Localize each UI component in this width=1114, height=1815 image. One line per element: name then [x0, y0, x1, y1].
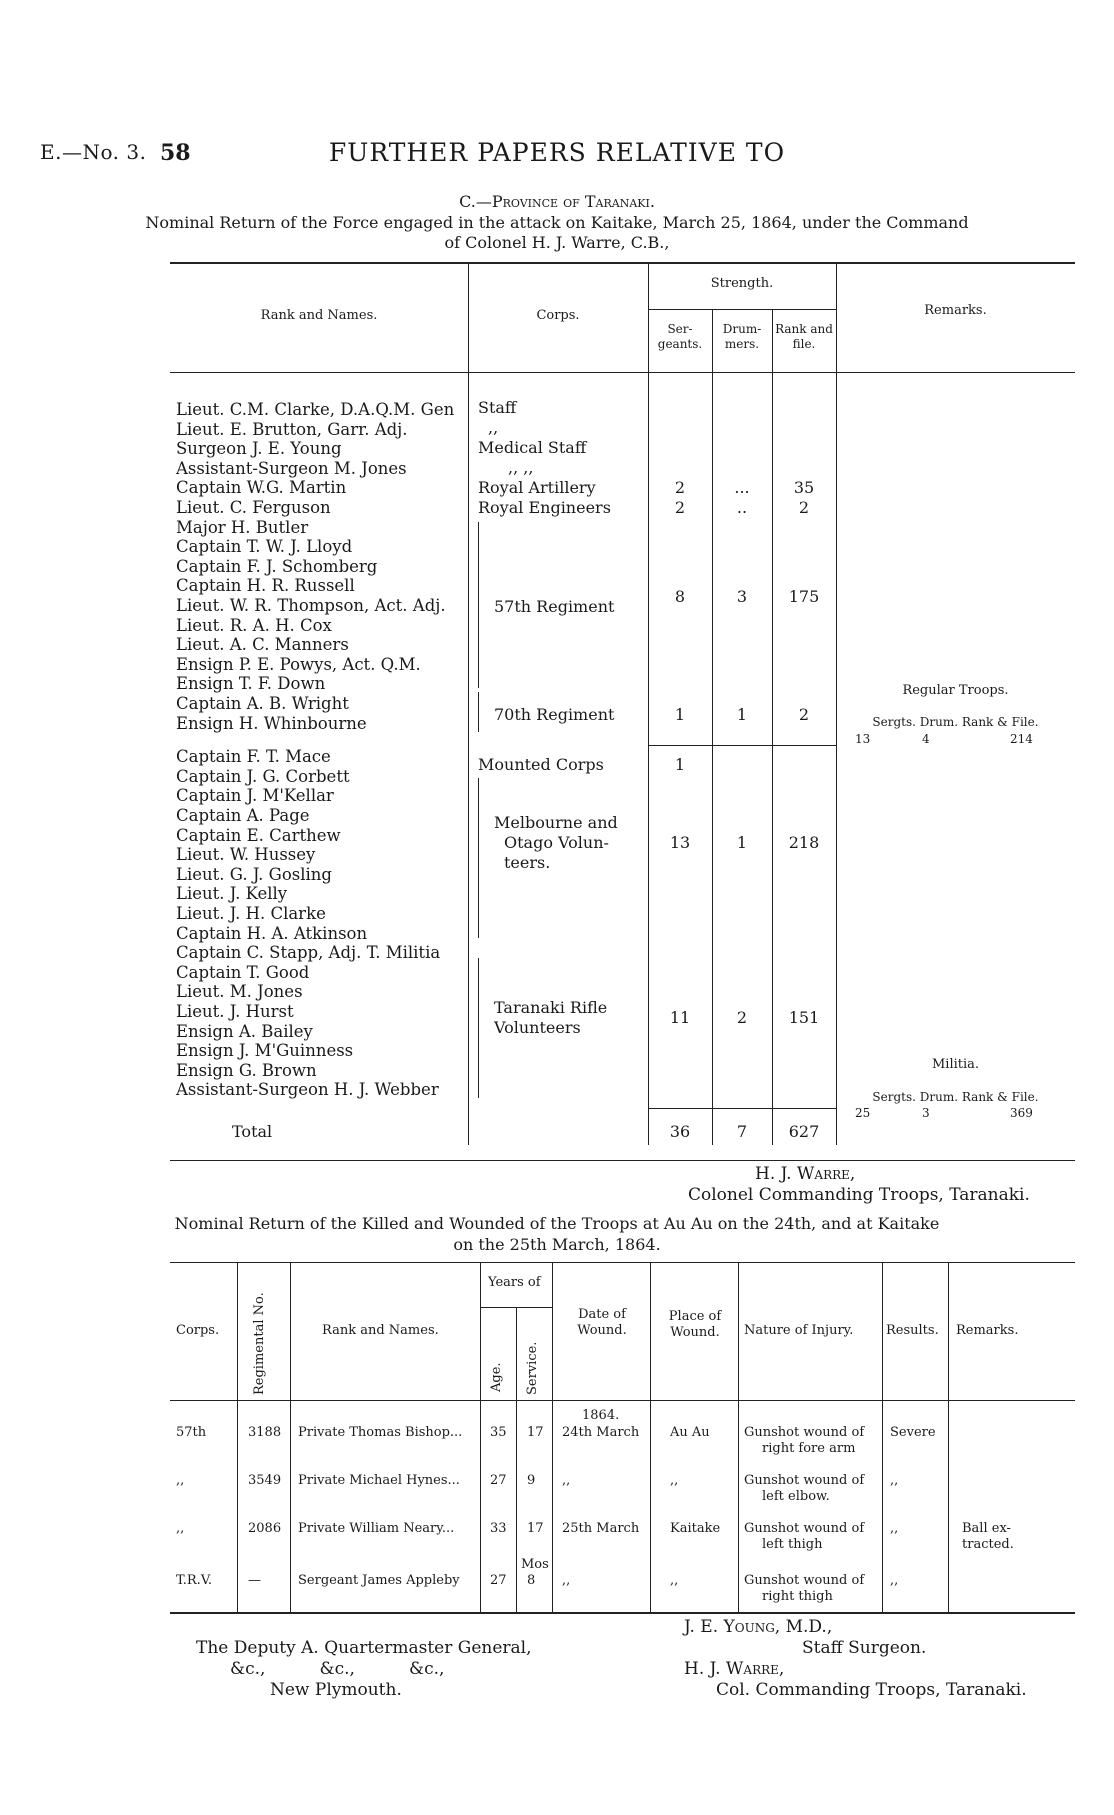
row-service-unit: Mos	[521, 1557, 549, 1572]
officer-name: Lieut. J. H. Clarke	[176, 904, 326, 923]
row-remark1: Ball ex-	[962, 1521, 1011, 1536]
officer-name: Captain J. M'Kellar	[176, 786, 334, 806]
brace-melbourne	[478, 778, 479, 938]
corps-medical: Medical Staff	[478, 438, 587, 457]
year-label: 1864.	[582, 1408, 620, 1423]
total-label: Total	[232, 1122, 273, 1141]
remarks-militia-title: Militia.	[931, 1057, 980, 1072]
strength-tar: 2	[736, 1008, 748, 1027]
table2-header-rule	[170, 1400, 1075, 1401]
row-service: 8	[527, 1573, 536, 1588]
row-nature2: left thigh	[762, 1537, 823, 1552]
signature-young-title: Staff Surgeon.	[802, 1638, 927, 1658]
col-drummers: Drum- mers.	[722, 322, 762, 351]
row-service: 9	[527, 1473, 536, 1488]
table1-divider	[468, 262, 469, 1145]
remarks-militia-sergts: 25	[855, 1106, 871, 1120]
table2-divider	[516, 1307, 517, 1612]
strength-engineers: 2	[674, 498, 686, 517]
officer-name: Ensign H. Whinbourne	[176, 713, 367, 733]
officer-name: Captain H. R. Russell	[176, 576, 355, 596]
officer-name: Ensign J. M'Guinness	[176, 1041, 354, 1061]
col2-place: Place of Wound.	[668, 1309, 722, 1340]
row-result: ,,	[890, 1473, 899, 1488]
row-place: Au Au	[670, 1425, 710, 1440]
col2-results: Results.	[886, 1323, 939, 1338]
row-remark2: tracted.	[962, 1537, 1014, 1552]
col2-service: Service.	[525, 1341, 540, 1395]
series-number: E.—No. 3.	[40, 140, 147, 164]
strength-mounted: 1	[674, 755, 686, 774]
row-corps: ,,	[176, 1473, 185, 1488]
corps-taranaki-1: Taranaki Rifle	[494, 998, 608, 1017]
corps-melbourne-3: teers.	[504, 853, 551, 872]
remarks-regular-title: Regular Troops.	[902, 683, 1009, 698]
table2-divider	[882, 1262, 883, 1612]
corps-artillery: Royal Artillery	[478, 478, 596, 497]
row-corps: ,,	[176, 1521, 185, 1536]
row-place: Kaitake	[670, 1521, 721, 1536]
officer-name: Lieut. W. Hussey	[176, 845, 316, 865]
strength-engineers: 2	[798, 498, 810, 517]
table2-divider	[237, 1262, 238, 1612]
col-rank-names: Rank and Names.	[260, 308, 378, 323]
remarks-militia-rank: 369	[1010, 1106, 1033, 1120]
remarks-regular-rank: 214	[1010, 732, 1033, 746]
signature-warre-title: Colonel Commanding Troops, Taranaki.	[688, 1185, 1030, 1205]
remarks-regular-head: Sergts. Drum. Rank & File.	[872, 715, 1039, 729]
signature-warre-2-title: Col. Commanding Troops, Taranaki.	[716, 1680, 1027, 1700]
corps-ditto: ,,	[488, 418, 499, 437]
strength-melb: 13	[669, 833, 691, 852]
row-nature1: Gunshot wound of	[744, 1521, 865, 1536]
officer-name: Captain E. Carthew	[176, 825, 341, 845]
row-nature2: left elbow.	[762, 1489, 830, 1504]
table2-divider	[948, 1262, 949, 1612]
col2-date: Date of Wound.	[577, 1307, 627, 1338]
row-corps: 57th	[176, 1425, 207, 1440]
corps-melbourne-1: Melbourne and	[494, 813, 618, 832]
row-age: 27	[490, 1573, 507, 1588]
officer-name: Lieut. G. J. Gosling	[176, 864, 332, 884]
killed-caption-2: on the 25th March, 1864.	[453, 1235, 661, 1254]
row-nature1: Gunshot wound of	[744, 1425, 865, 1440]
col-rank-file: Rank and file.	[775, 322, 833, 351]
row-no: 3188	[248, 1425, 282, 1440]
row-service: 17	[527, 1521, 544, 1536]
officer-name: Captain W.G. Martin	[176, 478, 347, 498]
corps-mounted: Mounted Corps	[478, 755, 604, 774]
officer-name: Ensign A. Bailey	[176, 1021, 313, 1041]
col2-rank-names: Rank and Names.	[322, 1323, 439, 1338]
officer-name: Lieut. A. C. Manners	[176, 635, 349, 655]
officer-name: Lieut. C.M. Clarke, D.A.Q.M. Gen	[176, 400, 455, 419]
row-corps: T.R.V.	[176, 1573, 213, 1588]
corps-taranaki-2: Volunteers	[494, 1018, 581, 1037]
row-result: Severe	[890, 1425, 936, 1440]
col-corps: Corps.	[536, 308, 580, 323]
signature-warre: H. J. Warre,	[755, 1164, 856, 1184]
corps-staff: Staff	[478, 398, 517, 417]
row-result: ,,	[890, 1573, 899, 1588]
brace-57th	[478, 522, 479, 688]
officer-name: Assistant-Surgeon M. Jones	[176, 458, 407, 478]
strength-engineers: ..	[736, 498, 748, 517]
strength-tar: 151	[788, 1008, 820, 1027]
addressee-line-1: The Deputy A. Quartermaster General,	[196, 1638, 532, 1658]
strength-subrule	[648, 309, 836, 310]
total-rank-file: 627	[788, 1122, 820, 1141]
row-name: Private Michael Hynes...	[298, 1473, 460, 1488]
page-number: 58	[160, 140, 191, 166]
return-caption-2: of Colonel H. J. Warre, C.B.,	[444, 233, 670, 252]
row-date: ,,	[562, 1573, 571, 1588]
table1-header-rule	[170, 372, 1075, 373]
signature-young: J. E. Young, M.D.,	[684, 1617, 833, 1637]
row-place: ,,	[670, 1473, 679, 1488]
total-drummers: 7	[736, 1122, 748, 1141]
officer-name: Captain C. Stapp, Adj. T. Militia	[176, 943, 441, 963]
row-service: 17	[527, 1425, 544, 1440]
corps-engineers: Royal Engineers	[478, 498, 611, 517]
table2-divider	[290, 1262, 291, 1612]
brace-70th	[478, 692, 479, 732]
remarks-regular-sergts: 13	[855, 732, 871, 746]
col-sergeants: Ser- geants.	[657, 322, 703, 351]
officer-name: Captain H. A. Atkinson	[176, 923, 368, 943]
officer-name: Captain F. J. Schomberg	[176, 556, 378, 576]
row-no: 3549	[248, 1473, 282, 1488]
row-name: Private William Neary...	[298, 1521, 455, 1536]
row-nature1: Gunshot wound of	[744, 1573, 865, 1588]
col-strength: Strength.	[710, 276, 774, 291]
officer-name: Surgeon J. E. Young	[176, 439, 342, 459]
total-sergeants: 36	[669, 1122, 691, 1141]
officer-name: Lieut. R. A. H. Cox	[176, 615, 332, 635]
table1-divider	[836, 262, 837, 1145]
strength-melb: 218	[788, 833, 820, 852]
officer-name: Captain F. T. Mace	[176, 747, 331, 767]
row-age: 35	[490, 1425, 507, 1440]
row-result: ,,	[890, 1521, 899, 1536]
table2-bottom-rule	[170, 1612, 1075, 1614]
remarks-militia-head: Sergts. Drum. Rank & File.	[872, 1090, 1039, 1104]
return-caption-1: Nominal Return of the Force engaged in the attack on Kaitake, March 25, 1864, under the Command	[145, 213, 969, 232]
officer-name: Captain T. Good	[176, 962, 310, 982]
row-nature2: right fore arm	[762, 1441, 856, 1456]
addressee-line-3: New Plymouth.	[270, 1680, 402, 1700]
officer-name: Major H. Butler	[176, 517, 309, 537]
subtotal-rule	[648, 745, 836, 746]
signature-warre-2: H. J. Warre,	[684, 1659, 785, 1679]
officer-name: Lieut. C. Ferguson	[176, 498, 331, 517]
corps-57th: 57th Regiment	[494, 597, 615, 616]
table1-bottom-rule	[170, 1160, 1075, 1161]
officer-name: Captain T. W. J. Lloyd	[176, 537, 353, 557]
col-remarks: Remarks.	[924, 303, 987, 318]
officer-name: Assistant-Surgeon H. J. Webber	[176, 1080, 439, 1100]
officer-name: Lieut. J. Kelly	[176, 884, 288, 904]
remarks-militia-drum: 3	[922, 1106, 930, 1120]
corps-melbourne-2: Otago Volun-	[504, 833, 609, 852]
killed-caption-1: Nominal Return of the Killed and Wounded of the Troops at Au Au on the 24th, and at Kaitake	[174, 1214, 940, 1233]
officer-name: Captain J. G. Corbett	[176, 766, 350, 786]
row-date: 24th March	[562, 1425, 640, 1440]
strength-melb: 1	[736, 833, 748, 852]
row-nature1: Gunshot wound of	[744, 1473, 865, 1488]
officer-name: Ensign P. E. Powys, Act. Q.M.	[176, 654, 421, 674]
remarks-regular-drum: 4	[922, 732, 930, 746]
col2-years-of: Years of	[488, 1275, 541, 1290]
addressee-line-2: &c., &c., &c.,	[230, 1659, 445, 1679]
row-date: 25th March	[562, 1521, 640, 1536]
corps-70th: 70th Regiment	[494, 705, 615, 724]
col2-nature: Nature of Injury.	[744, 1323, 854, 1338]
officer-name: Captain A. B. Wright	[176, 694, 349, 713]
row-age: 27	[490, 1473, 507, 1488]
table1-top-rule	[170, 262, 1075, 264]
row-name: Sergeant James Appleby	[298, 1573, 460, 1588]
table2-divider	[552, 1262, 553, 1612]
strength-tar: 11	[669, 1008, 691, 1027]
strength-r57: 175	[788, 587, 820, 606]
officer-name: Lieut. W. R. Thompson, Act. Adj.	[176, 596, 446, 615]
table2-divider	[738, 1262, 739, 1612]
brace-taranaki	[478, 958, 479, 1098]
total-rule	[648, 1108, 836, 1109]
province-heading: C.—Province of Taranaki.	[459, 192, 655, 211]
strength-r70: 2	[798, 705, 810, 724]
row-date: ,,	[562, 1473, 571, 1488]
col2-age: Age.	[489, 1362, 504, 1392]
row-no: 2086	[248, 1521, 282, 1536]
officer-name: Ensign T. F. Down	[176, 674, 326, 694]
officer-name: Captain A. Page	[176, 806, 310, 825]
col2-remarks: Remarks.	[956, 1323, 1019, 1338]
strength-r70: 1	[674, 705, 686, 724]
corps-ditto: ,, ,,	[508, 458, 534, 477]
row-nature2: right thigh	[762, 1589, 833, 1604]
row-name: Private Thomas Bishop...	[298, 1425, 463, 1440]
officer-name: Lieut. J. Hurst	[176, 1002, 294, 1021]
table2-divider	[650, 1262, 651, 1612]
strength-r57: 8	[674, 587, 686, 606]
strength-artillery: ...	[734, 478, 750, 497]
officer-name: Lieut. M. Jones	[176, 982, 303, 1002]
strength-r57: 3	[736, 587, 748, 606]
strength-artillery: 2	[674, 478, 686, 497]
officer-name: Lieut. E. Brutton, Garr. Adj.	[176, 419, 408, 439]
row-no: —	[248, 1573, 261, 1588]
strength-r70: 1	[736, 705, 748, 724]
col2-corps: Corps.	[176, 1323, 220, 1338]
page-title: FURTHER PAPERS RELATIVE TO	[328, 138, 786, 167]
strength-artillery: 35	[793, 478, 815, 497]
table2-top-rule	[170, 1262, 1075, 1263]
officer-name: Ensign G. Brown	[176, 1060, 317, 1080]
table2-divider	[480, 1262, 481, 1612]
row-age: 33	[490, 1521, 507, 1536]
row-place: ,,	[670, 1573, 679, 1588]
col2-regimental-no: Regimental No.	[252, 1292, 267, 1395]
